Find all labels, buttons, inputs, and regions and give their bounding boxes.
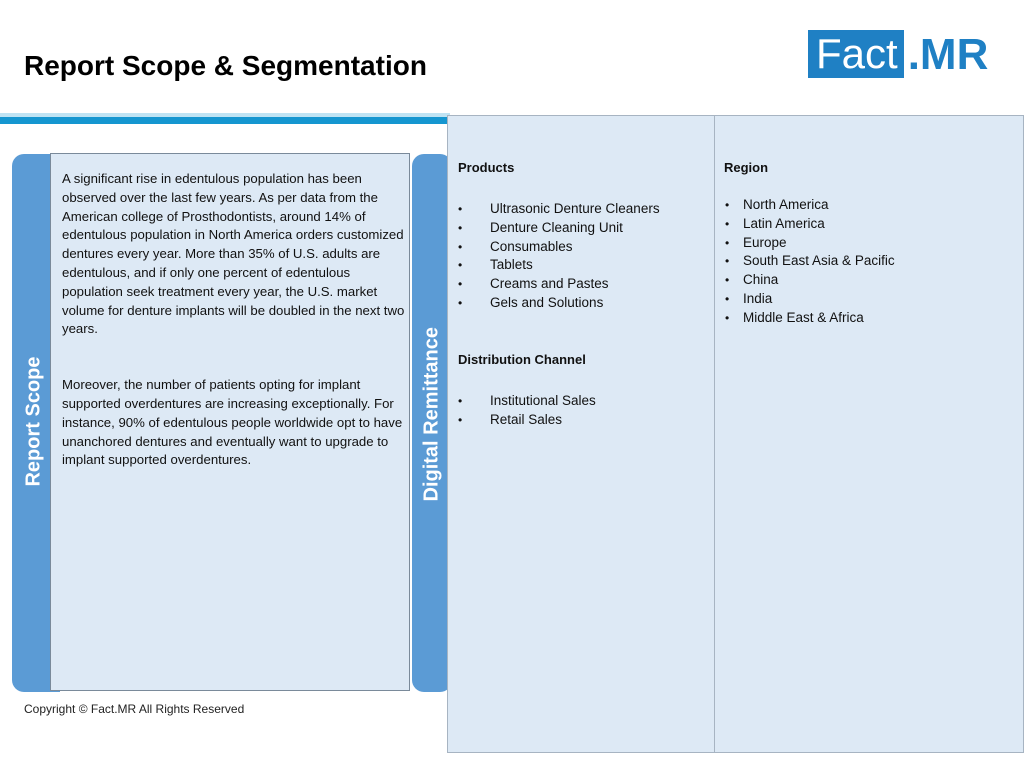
logo-suffix: .MR — [907, 30, 989, 79]
fact-mr-logo — [808, 30, 988, 78]
list-item: • Tablets — [458, 257, 533, 273]
list-item: • South East Asia & Pacific — [725, 253, 895, 269]
list-item: • Ultrasonic Denture Cleaners — [458, 201, 660, 216]
list-item: • Middle East & Africa — [725, 309, 864, 325]
region-heading: Region — [724, 160, 769, 175]
list-item: • Creams and Pastes — [458, 276, 609, 292]
distribution-list — [458, 392, 708, 430]
report-scope-text — [62, 170, 407, 470]
digital-remittance-label: Digital Remittance — [420, 327, 443, 502]
list-item: • North America — [725, 197, 829, 212]
region-list — [725, 196, 1015, 328]
list-item: • Consumables — [458, 238, 573, 254]
scope-paragraph-2: Moreover, the number of patients opting for implant supported overdentures are increasing exceptionally. For instance, 90% of edentulous people worldwide opt to have unanchored dentures and eventually want to upgrade to implant supported overdentures. — [62, 377, 403, 468]
products-heading: Products — [458, 160, 515, 175]
list-item: • India — [725, 290, 773, 306]
products-list — [458, 200, 708, 313]
distribution-heading: Distribution Channel — [458, 352, 586, 367]
list-item: • Institutional Sales — [458, 393, 596, 408]
header-rule — [0, 117, 450, 124]
list-item: • Europe — [725, 234, 787, 250]
scope-paragraph-1: A significant rise in edentulous population has been observed over the last few years. As per data from the American college of Prosthodontists, around 14% of edentulous population in North America orders customized dentures every year. More than 35% of U.S. adults are edentulous, and if only one percent of edentulous population seek treatment every year, the U.S. market volume for denture implants will be doubled in the next two years. — [62, 171, 405, 337]
list-item: • Denture Cleaning Unit — [458, 219, 623, 235]
list-item: • Gels and Solutions — [458, 294, 604, 310]
copyright-text: Copyright © Fact.MR All Rights Reserved — [24, 702, 245, 716]
list-item: • Latin America — [725, 215, 825, 231]
report-scope-label: Report Scope — [22, 356, 45, 487]
list-item: • China — [725, 272, 779, 288]
logo-main: Fact — [808, 30, 904, 78]
list-item: • Retail Sales — [458, 411, 563, 427]
page-title: Report Scope & Segmentation — [24, 50, 427, 81]
